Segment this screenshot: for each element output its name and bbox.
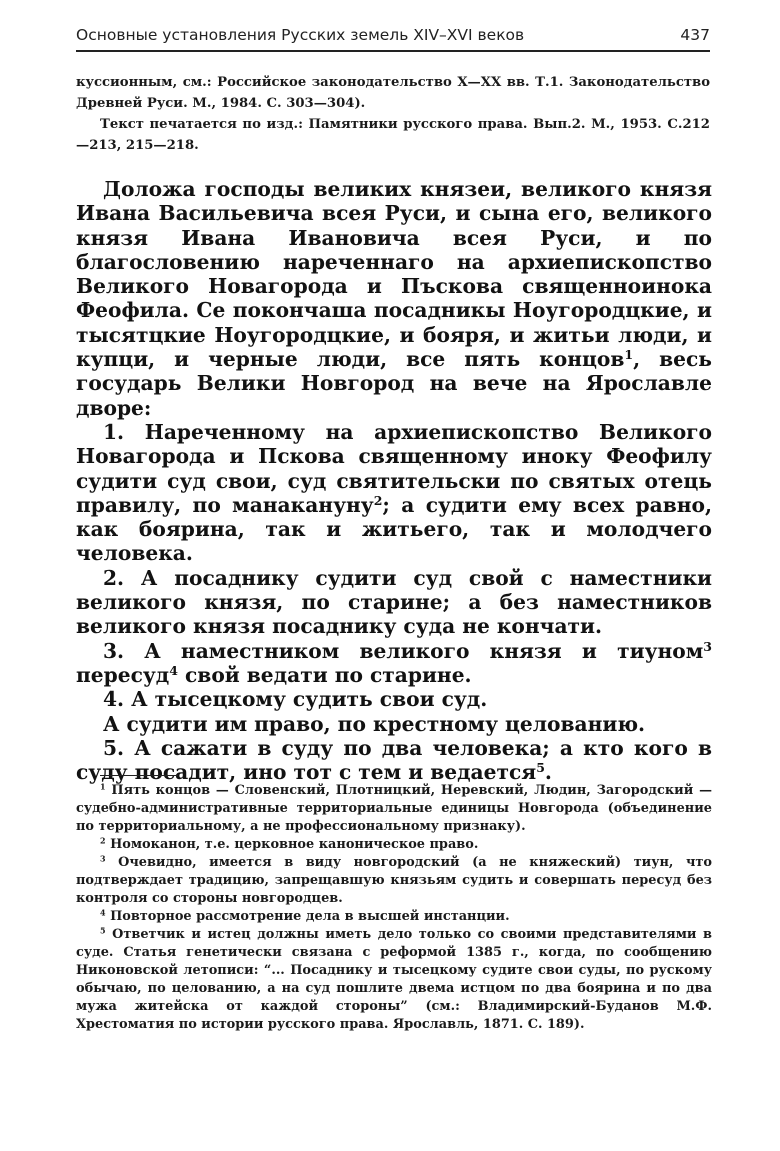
- footnote-text: Номоканон, т.е. церковное каноническое право.: [110, 837, 479, 852]
- footnote-text: Ответчик и истец должны иметь дело только со своими представителями в суде. Статья генетически связана с реформой 1385 г., когда, по сообщению Никоновской летописи: “... Посаднику и тысецкому судите свои суды, по рускому обычаю, по целованию, а на суд пошлите двема истцом по два боярина и по два мужа житейска от каждой стороны” (см.: Владимирский-Буданов М.Ф. Хрестоматия по истории русского права. Ярославль, 1871. С. 189).: [76, 927, 712, 1032]
- article-4: 4. А тысецкому судить свои суд.: [103, 687, 488, 712]
- preamble-text-b: , весь государь Велики Новгород на вече на Ярославле дворе:: [76, 347, 712, 420]
- footnote-ref[interactable]: 1: [624, 347, 634, 363]
- article-1-text-b: ; а судити ему всех равно, как боярина, так и житьего, так и молодчего человека.: [76, 492, 712, 566]
- footnote: [76, 908, 712, 926]
- footnote-text: Пять концов — Словенский, Плотницкий, Неревский, Людин, Загородский — судебно-административные территориальные единицы Новгорода (объединение по территориальному, а не профессиональному признаку).: [76, 783, 712, 834]
- article-5-text-b: .: [544, 760, 552, 785]
- footnote-number: 1: [100, 781, 106, 792]
- footnotes: [76, 782, 712, 1034]
- footnote-ref[interactable]: 3: [703, 638, 712, 654]
- footnote: [76, 782, 712, 836]
- footnote-text: Повторное рассмотрение дела в высшей инстанции.: [110, 909, 510, 924]
- article-2: 2. А посаднику судити суд свой с наместники великого князя, по старине; а без наместников великого князя посаднику суда не кончати.: [76, 565, 712, 639]
- main-text: [76, 177, 712, 784]
- footnote-number: 4: [100, 907, 106, 918]
- article-3-text-a: 3. А наместником великого князя и тиуном: [103, 638, 704, 663]
- preamble-text-a: Доложа господы великих князеи, великого князя Ивана Васильевича всея Руси, и сына его, великого князя Ивана Ивановича всея Руси, и по благословению нареченнаго на архиепископство Великого Новагорода и Пъскова священноинока Феофила. Се покончаша посадникы Ноугородцкие, и тысятцкие Ноугородцкие, и бояря, и житьи люди, и купци, и черные люди, все пять концов: [76, 177, 712, 372]
- article-1: [76, 420, 712, 566]
- source-note-continuation: куссионным, см.: Российское законодательство X—XX вв. Т.1. Законодательство Древней Руси. М., 1984. С. 303—304).: [76, 75, 710, 111]
- footnote-number: 2: [100, 835, 106, 846]
- footnote: [76, 854, 712, 908]
- footnote-number: 5: [100, 925, 106, 936]
- article-4-continuation: А судити им право, по крестному целованию.: [103, 711, 646, 736]
- page-number: 437: [680, 26, 710, 44]
- article-3-text-b: пересуд: [76, 662, 170, 687]
- footnote-text: Очевидно, имеется в виду новгородский (а не княжеский) тиун, что подтверждает традицию, запрещавшую князьям судить и совершать пересуд без контроля со стороны новгородцев.: [76, 855, 712, 906]
- footnote-number: 3: [100, 853, 106, 864]
- footnote-ref[interactable]: 4: [169, 663, 178, 679]
- footnote-separator: [100, 775, 178, 776]
- footnote-ref[interactable]: 2: [373, 492, 383, 508]
- running-title: Основные установления Русских земель XIV–XVI веков: [76, 26, 525, 44]
- source-note-edition: Текст печатается по изд.: Памятники русского права. Вып.2. М., 1953. С.212—213, 215—218.: [76, 117, 710, 153]
- preamble-paragraph: [76, 177, 712, 420]
- article-1-text-a: 1. Нареченному на архиепископство Великого Новагорода и Пскова священному иноку Феофилу судити суд свои, суд святительски по святых отець правилу, по манакануну: [76, 419, 712, 517]
- source-note: [76, 72, 710, 156]
- article-5: [76, 736, 712, 785]
- article-3: [76, 639, 712, 688]
- footnote: [76, 926, 712, 1034]
- footnote: [76, 836, 712, 854]
- running-header: [76, 26, 710, 52]
- footnote-ref[interactable]: 5: [536, 760, 545, 776]
- article-3-text-c: свой ведати по старине.: [177, 662, 472, 687]
- article-5-text-a: 5. А сажати в суду по два человека; а кто кого в суду посадит, ино тот с тем и ведается: [76, 735, 712, 785]
